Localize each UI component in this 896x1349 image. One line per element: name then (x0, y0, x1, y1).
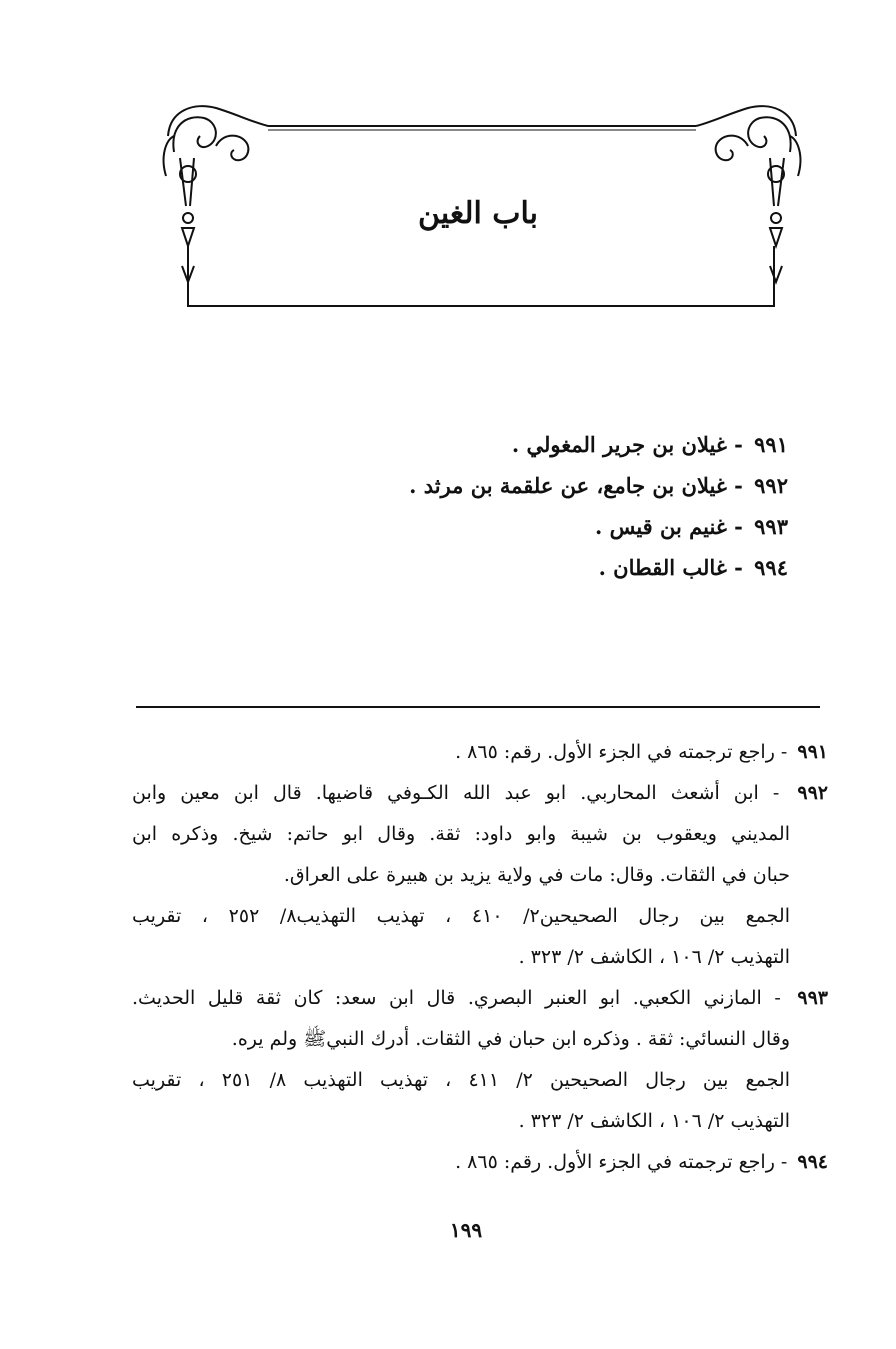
footnote-text: راجع ترجمته في الجزء الأول. رقم: ٨٦٥ . (455, 1151, 775, 1173)
footnote-line: ٩٩٤ - راجع ترجمته في الجزء الأول. رقم: ٨٦٥ . (455, 1151, 828, 1173)
footnote-text: ابن أشعث المحاربي. ابو عبد الله الكـوفي قاضيها. قال ابن معين وابن (132, 782, 759, 804)
entry-item: ٩٩٢ - غيلان بن جامع، عن علقمة بن مرثد . (409, 473, 788, 498)
entry-item: ٩٩١ - غيلان بن جرير المغولي . (511, 432, 788, 457)
entry-item: ٩٩٣ - غنيم بن قيس . (594, 514, 788, 539)
footnote-text: المازني الكعبي. ابو العنبر البصري. قال ابن سعد: كان ثقة قليل الحديث. (132, 987, 762, 1009)
footnote-line: المديني ويعقوب بن شيبة وابو داود: ثقة. وقال ابو حاتم: شيخ. وذكره ابن (132, 823, 790, 845)
footnote-number: ٩٩٣ (797, 987, 828, 1009)
footnote-divider (136, 706, 820, 708)
footnote-line: ٩٩٢ - ابن أشعث المحاربي. ابو عبد الله الكـوفي قاضيها. قال ابن معين وابن (132, 782, 829, 804)
footnote-citation: التهذيب ٢/ ١٠٦ ، الكاشف ٢/ ٣٢٣ . (518, 1110, 790, 1132)
entry-number: ٩٩٤ (754, 555, 788, 580)
footnote-citation: الجمع بين رجال الصحيحين٢/ ٤١٠ ، تهذيب التهذيب٨/ ٢٥٢ ، تقريب (132, 905, 790, 927)
chapter-title: باب الغين (417, 196, 538, 231)
entry-text: غنيم بن قيس . (594, 514, 727, 539)
footnote-citation: التهذيب ٢/ ١٠٦ ، الكاشف ٢/ ٣٢٣ . (518, 946, 790, 968)
footnote-line: وقال النسائي: ثقة . وذكره ابن حبان في الثقات. أدرك النبيﷺ ولم يره. (231, 1028, 790, 1050)
footnotes (132, 732, 828, 1183)
footnote-line: ٩٩٣ - المازني الكعبي. ابو العنبر البصري. قال ابن سعد: كان ثقة قليل الحديث. (132, 987, 828, 1009)
page-number: ١٩٩ (449, 1218, 483, 1242)
entry-text: غيلان بن جامع، عن علقمة بن مرثد . (409, 473, 727, 498)
footnote-line: ٩٩١ - راجع ترجمته في الجزء الأول. رقم: ٨٦٥ . (455, 741, 828, 763)
entry-list (268, 424, 788, 588)
entry-number: ٩٩٣ (754, 514, 788, 539)
footnote-number: ٩٩٤ (797, 1151, 828, 1173)
footnote-line: حبان في الثقات. وقال: مات في ولاية يزيد بن هبيرة على العراق. (283, 864, 790, 886)
footnote-number: ٩٩٢ (797, 782, 829, 804)
entry-text: غالب القطان . (598, 555, 727, 580)
footnote-citation: الجمع بين رجال الصحيحين ٢/ ٤١١ ، تهذيب التهذيب ٨/ ٢٥١ ، تقريب (132, 1069, 790, 1091)
entry-item: ٩٩٤ - غالب القطان . (598, 555, 788, 580)
footnote-number: ٩٩١ (797, 741, 828, 763)
entry-number: ٩٩٢ (754, 473, 788, 498)
entry-number: ٩٩١ (754, 432, 788, 457)
entry-text: غيلان بن جرير المغولي . (511, 432, 727, 457)
footnote-text: راجع ترجمته في الجزء الأول. رقم: ٨٦٥ . (455, 741, 775, 763)
